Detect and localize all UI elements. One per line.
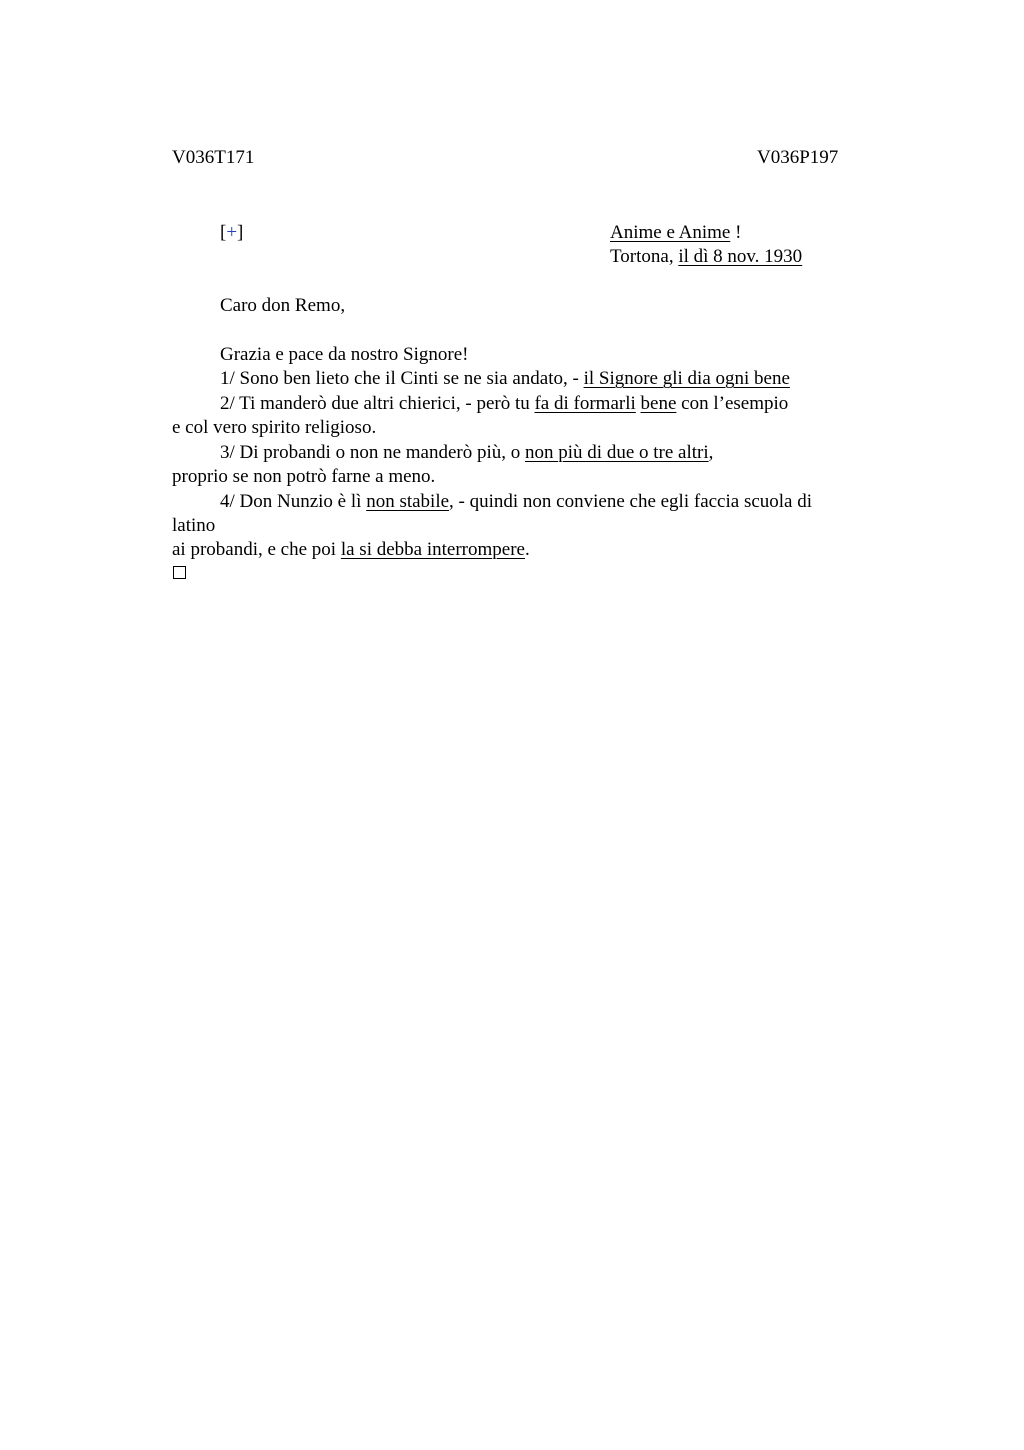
point-2-continuation: e col vero spirito religioso. <box>172 417 377 438</box>
point-4-text: 4/ Don Nunzio è lì <box>220 491 367 512</box>
point-4-cont-underlined: la si debba interrompere <box>340 539 525 560</box>
point-3-underlined: non più di due o tre altri <box>525 442 709 463</box>
point-3 <box>220 441 713 465</box>
document-code-right: V036P197 <box>757 147 839 168</box>
plus-icon: + <box>226 222 238 243</box>
point-3-continuation: proprio se non potrò farne a meno. <box>172 466 436 487</box>
point-1-underlined: il Signore gli dia ogni bene <box>583 368 790 389</box>
greeting: Grazia e pace da nostro Signore! <box>220 344 469 365</box>
cross-mark <box>220 221 243 245</box>
point-2-underlined-1: fa di formarli <box>534 393 636 414</box>
point-4-underlined: non stabile <box>366 491 450 512</box>
point-4-continuation-1: latino <box>172 515 216 536</box>
point-1-text: 1/ Sono ben lieto che il Cinti se ne sia andato, - <box>220 368 584 389</box>
point-2-tail: con l’esempio <box>676 393 789 414</box>
point-3-text: 3/ Di probandi o non ne manderò più, o <box>220 442 526 463</box>
bracket-open: [ <box>220 222 227 243</box>
point-4-continuation-2 <box>172 538 530 562</box>
point-2-text: 2/ Ti manderò due altri chierici, - però tu <box>220 393 535 414</box>
point-2-underlined-2: bene <box>640 393 677 414</box>
end-square-icon <box>173 566 186 579</box>
point-4-cont-text: ai probandi, e che poi <box>172 539 341 560</box>
point-2 <box>220 392 788 416</box>
point-4-cont-tail: . <box>524 539 530 560</box>
point-1 <box>220 367 790 391</box>
document-code-left: V036T171 <box>172 147 255 168</box>
motto-text: Anime e Anime <box>610 222 731 243</box>
motto-line <box>610 221 741 245</box>
point-4 <box>220 490 812 514</box>
place-text: Tortona, <box>610 246 679 267</box>
date-text: il dì 8 nov. 1930 <box>678 246 803 267</box>
motto-exclamation: ! <box>730 222 742 243</box>
place-date-line <box>610 245 802 269</box>
salutation: Caro don Remo, <box>220 295 346 316</box>
point-3-tail: , <box>708 442 714 463</box>
point-4-tail: , - quindi non conviene che egli faccia scuola di <box>449 491 813 512</box>
bracket-close: ] <box>237 222 244 243</box>
